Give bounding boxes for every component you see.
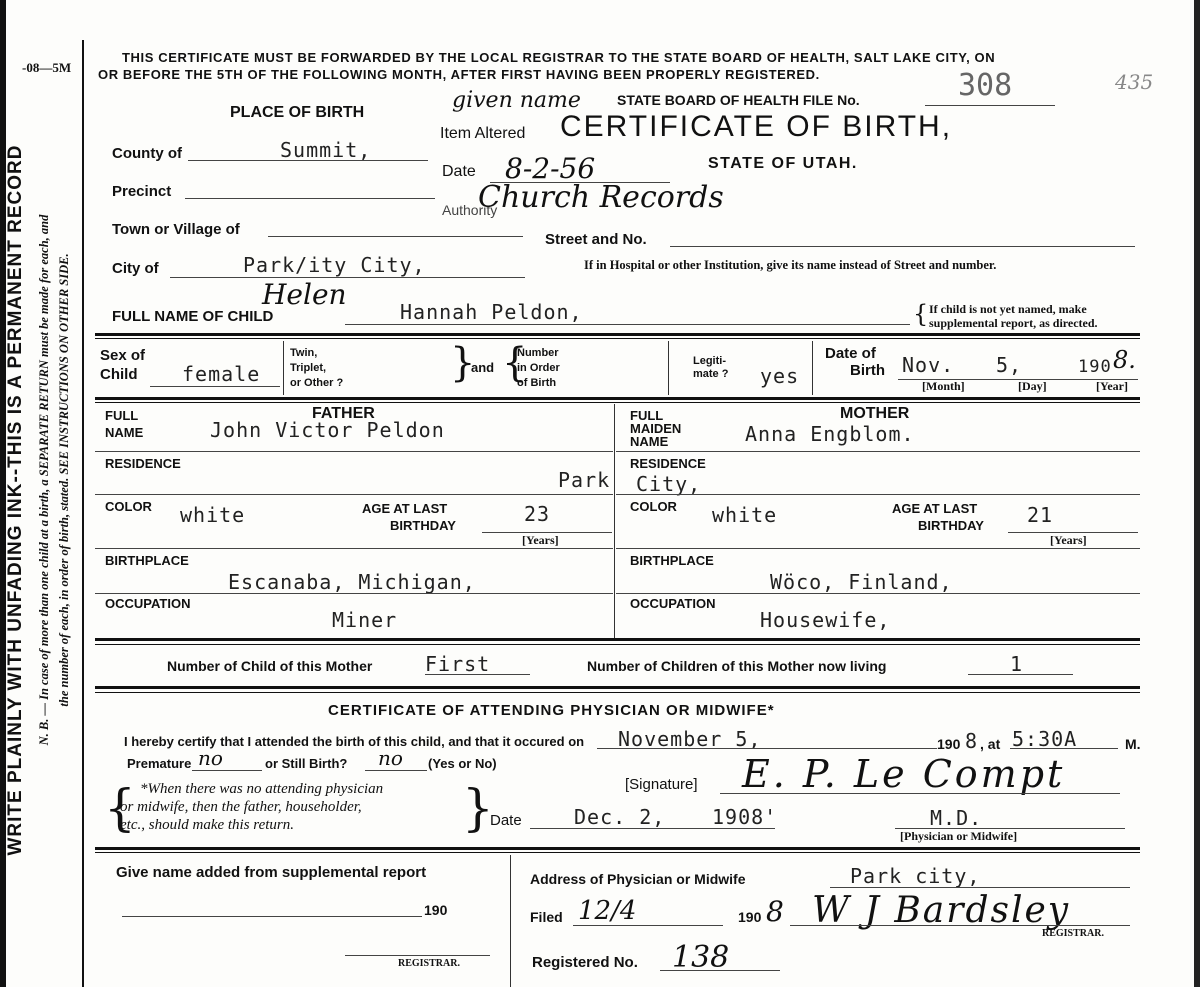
mother-years-caption: [Years] xyxy=(1050,533,1087,547)
stillbirth-value: no xyxy=(378,746,403,770)
signature-line xyxy=(720,793,1120,794)
note-line-1: *When there was no attending physician xyxy=(140,781,384,797)
father-birthplace-line xyxy=(95,593,613,594)
precinct-label: Precinct xyxy=(112,183,172,200)
sex-line xyxy=(150,386,280,387)
child-name-note-2: supplemental report, as directed. xyxy=(929,316,1098,330)
father-color-label: COLOR xyxy=(105,499,152,514)
registrar-line xyxy=(790,925,1130,926)
physician-date-value: Dec. 2, xyxy=(574,805,666,829)
note-line-2: or midwife, then the father, householder, xyxy=(120,799,362,815)
corner-number: 435 xyxy=(1115,70,1154,94)
dob-year-prefix: 190 xyxy=(1078,357,1112,377)
physician-date-label: Date xyxy=(490,812,522,829)
mother-age-label-2: BIRTHDAY xyxy=(918,518,984,533)
mother-name-label: NAME xyxy=(630,434,669,449)
physician-date-year: 1908' xyxy=(712,805,778,829)
mother-birthplace-value: Wöco, Finland, xyxy=(770,570,953,594)
father-residence-label: RESIDENCE xyxy=(105,456,181,471)
father-occupation-value: Miner xyxy=(332,608,398,632)
mother-full-label: FULL xyxy=(630,408,664,423)
certify-text: I hereby certify that I attended the birth of this child, and that it occured on xyxy=(124,734,585,749)
mother-heading: MOTHER xyxy=(840,405,910,422)
child-number-line xyxy=(425,674,530,675)
amendment-date-value: 8-2-56 xyxy=(505,152,596,185)
premature-value: no xyxy=(198,746,223,770)
twin-label-2: Triplet, xyxy=(290,362,327,374)
child-name-handwriting: Helen xyxy=(262,278,347,311)
registered-no-value: 138 xyxy=(672,940,730,975)
given-name-handwriting: given name xyxy=(452,88,581,113)
state-label: STATE OF UTAH. xyxy=(708,155,858,172)
supplemental-registrar-caption: REGISTRAR. xyxy=(398,958,460,969)
county-value: Summit, xyxy=(280,138,372,162)
sex-label-1: Sex of xyxy=(100,347,146,364)
item-altered-label: Item Altered xyxy=(440,125,526,142)
dob-day: 5, xyxy=(996,353,1023,377)
father-years-caption: [Years] xyxy=(522,533,559,547)
amendment-date-label: Date xyxy=(442,163,476,180)
birth-time-value: 5:30A xyxy=(1012,727,1078,751)
physician-birth-date-line xyxy=(597,748,937,749)
town-line xyxy=(268,236,523,237)
month-caption: [Month] xyxy=(922,379,965,393)
filed-year-prefix: 190 xyxy=(738,909,762,925)
order-label-2: in Order xyxy=(517,362,560,374)
rule-2 xyxy=(95,397,1140,400)
margin-write-text: WRITE PLAINLY WITH UNFADING INK--THIS IS A PERMANENT RECORD xyxy=(5,144,26,856)
dob-month: Nov. xyxy=(902,353,955,377)
year-caption: [Year] xyxy=(1096,379,1128,393)
physician-signature: E. P. Le Compt xyxy=(742,752,1066,796)
yes-no-label: (Yes or No) xyxy=(428,756,497,771)
header-line-1: THIS CERTIFICATE MUST BE FORWARDED BY THE LOCAL REGISTRAR TO THE STATE BOARD OF HEALTH, SALT LAKE CITY, ON xyxy=(122,50,996,65)
and-label: and xyxy=(471,360,495,375)
registered-no-label: Registered No. xyxy=(532,954,638,971)
place-of-birth-heading: PLACE OF BIRTH xyxy=(230,104,365,121)
legit-label-1: Legiti- xyxy=(693,355,726,367)
father-residence-value: Park xyxy=(558,468,611,492)
registrar-signature: W J Bardsley xyxy=(812,890,1071,931)
mother-occupation-label: OCCUPATION xyxy=(630,596,716,611)
twin-label-1: Twin, xyxy=(290,347,318,359)
hospital-note: If in Hospital or other Institution, give its name instead of Street and number. xyxy=(584,258,997,272)
registered-no-line xyxy=(660,970,780,971)
order-label-3: of Birth xyxy=(517,377,557,389)
child-name-note-1: If child is not yet named, make xyxy=(929,302,1087,316)
rule-4 xyxy=(95,686,1140,689)
city-value: Park/ity City, xyxy=(243,253,426,277)
mother-color-line xyxy=(616,548,1140,549)
day-caption: [Day] xyxy=(1018,379,1047,393)
rule-4b xyxy=(95,692,1140,693)
mother-name-value: Anna Engblom. xyxy=(745,422,915,446)
legit-value: yes xyxy=(760,364,800,388)
note-brace-right: } xyxy=(462,779,494,837)
physician-address-label: Address of Physician or Midwife xyxy=(530,871,746,887)
dob-label-1: Date of xyxy=(825,345,876,362)
county-label: County of xyxy=(112,145,182,162)
child-note-brace: { xyxy=(913,300,929,328)
birth-time-line xyxy=(1010,748,1118,749)
form-left-rule xyxy=(82,40,84,987)
order-divider xyxy=(668,341,669,395)
town-label: Town or Village of xyxy=(112,221,240,238)
twin-brace: } xyxy=(450,340,476,386)
city-line xyxy=(170,277,525,278)
supplemental-year-prefix: 190 xyxy=(424,902,448,918)
file-number-value: 308 xyxy=(958,68,1013,103)
authority-value: Church Records xyxy=(478,180,724,215)
bottom-divider xyxy=(510,855,511,987)
rule-5 xyxy=(95,847,1140,850)
supplemental-label: Give name added from supplemental report xyxy=(116,864,427,881)
physician-caption: [Physician or Midwife] xyxy=(900,829,1018,843)
note-brace-left: { xyxy=(104,779,136,837)
at-label: , at xyxy=(980,736,1001,752)
m-label: M. xyxy=(1125,736,1141,752)
children-living-label: Number of Children of this Mother now living xyxy=(587,658,887,674)
father-birthplace-label: BIRTHPLACE xyxy=(105,553,189,568)
certificate-title: CERTIFICATE OF BIRTH, xyxy=(560,110,953,143)
father-residence-line xyxy=(95,494,613,495)
premature-label: Premature xyxy=(127,756,192,771)
mother-birthplace-label: BIRTHPLACE xyxy=(630,553,714,568)
child-number-value: First xyxy=(425,652,491,676)
filed-year-suffix: 8 xyxy=(766,895,784,928)
right-border xyxy=(1194,0,1200,987)
margin-note-2: the number of each, in order of birth, stated. SEE INSTRUCTIONS ON OTHER SIDE. xyxy=(57,253,71,707)
father-age-label-2: BIRTHDAY xyxy=(390,518,456,533)
father-heading: FATHER xyxy=(312,405,375,422)
parents-divider xyxy=(614,404,615,640)
supplemental-line xyxy=(122,916,422,917)
child-name-label: FULL NAME OF CHILD xyxy=(112,308,274,325)
children-living-value: 1 xyxy=(1010,652,1024,676)
mother-name-line xyxy=(616,451,1140,452)
authority-label: Authority xyxy=(442,202,498,218)
mother-maiden-label: MAIDEN xyxy=(630,421,682,436)
margin-code: -08—5M xyxy=(22,60,72,75)
twin-label-3: or Other ? xyxy=(290,377,344,389)
note-line-3: etc., should make this return. xyxy=(120,817,295,833)
filed-value: 12/4 xyxy=(578,896,637,926)
father-age-label-1: AGE AT LAST xyxy=(362,501,448,516)
order-brace: { xyxy=(502,340,528,386)
street-line xyxy=(670,246,1135,247)
registrar-caption: REGISTRAR. xyxy=(1042,928,1104,939)
mother-residence-label: RESIDENCE xyxy=(630,456,706,471)
child-number-label: Number of Child of this Mother xyxy=(167,658,373,674)
physician-birth-date: November 5, xyxy=(618,727,762,751)
children-living-line xyxy=(968,674,1073,675)
physician-year-prefix: 190 xyxy=(937,736,961,752)
rule-1b xyxy=(95,338,1140,339)
rule-1 xyxy=(95,333,1140,336)
filed-label: Filed xyxy=(530,909,563,925)
father-age-value: 23 xyxy=(524,502,551,526)
signature-label: [Signature] xyxy=(625,776,698,793)
margin-note-1: N. B. — In case of more than one child at a birth, a SEPARATE RETURN must be made for each, and xyxy=(37,214,51,746)
physician-address-value: Park city, xyxy=(850,864,981,888)
dob-label-2: Birth xyxy=(850,362,885,379)
stillbirth-line xyxy=(365,770,427,771)
rule-3b xyxy=(95,644,1140,645)
father-full-label: FULL xyxy=(105,408,139,423)
physician-heading: CERTIFICATE OF ATTENDING PHYSICIAN OR MIDWIFE* xyxy=(328,702,775,719)
mother-color-value: white xyxy=(712,503,778,527)
mother-age-label-1: AGE AT LAST xyxy=(892,501,978,516)
mother-residence-line xyxy=(616,494,1140,495)
legit-label-2: mate ? xyxy=(693,368,729,380)
father-color-value: white xyxy=(180,503,246,527)
mother-residence-value: City, xyxy=(636,472,702,496)
rule-3 xyxy=(95,638,1140,641)
mother-occupation-value: Housewife, xyxy=(760,608,891,632)
filed-line xyxy=(573,925,723,926)
dob-year-suffix: 8. xyxy=(1113,346,1136,374)
sex-label-2: Child xyxy=(100,366,138,383)
order-label-1: Number xyxy=(517,347,559,359)
mother-color-label: COLOR xyxy=(630,499,677,514)
rule-2b xyxy=(95,402,1140,403)
sex-divider xyxy=(283,341,284,395)
child-name-line xyxy=(345,324,910,325)
file-number-line xyxy=(925,105,1055,106)
father-occupation-label: OCCUPATION xyxy=(105,596,191,611)
father-name-value: John Victor Peldon xyxy=(210,418,445,442)
file-number-label: STATE BOARD OF HEALTH FILE No. xyxy=(617,92,860,108)
precinct-line xyxy=(185,198,435,199)
father-color-line xyxy=(95,548,613,549)
city-label: City of xyxy=(112,260,159,277)
mother-birthplace-line xyxy=(616,593,1140,594)
supplemental-registrar-line xyxy=(345,955,490,956)
mother-age-value: 21 xyxy=(1027,503,1054,527)
premature-line xyxy=(192,770,262,771)
father-birthplace-value: Escanaba, Michigan, xyxy=(228,570,476,594)
father-name-line xyxy=(95,451,613,452)
physician-year-suffix: 8 xyxy=(965,729,979,753)
father-name-label: NAME xyxy=(105,425,144,440)
rule-5b xyxy=(95,852,1140,853)
md-value: M.D. xyxy=(930,806,983,830)
street-label: Street and No. xyxy=(545,231,647,248)
header-line-2: OR BEFORE THE 5TH OF THE FOLLOWING MONTH, AFTER FIRST HAVING BEEN PROPERLY REGISTERED. xyxy=(98,67,820,82)
stillbirth-label: or Still Birth? xyxy=(265,756,348,771)
physician-date-line xyxy=(530,828,775,829)
child-name-value: Hannah Peldon, xyxy=(400,300,583,324)
legit-divider xyxy=(812,341,813,395)
physician-address-line xyxy=(830,887,1130,888)
sex-value: female xyxy=(182,362,261,386)
